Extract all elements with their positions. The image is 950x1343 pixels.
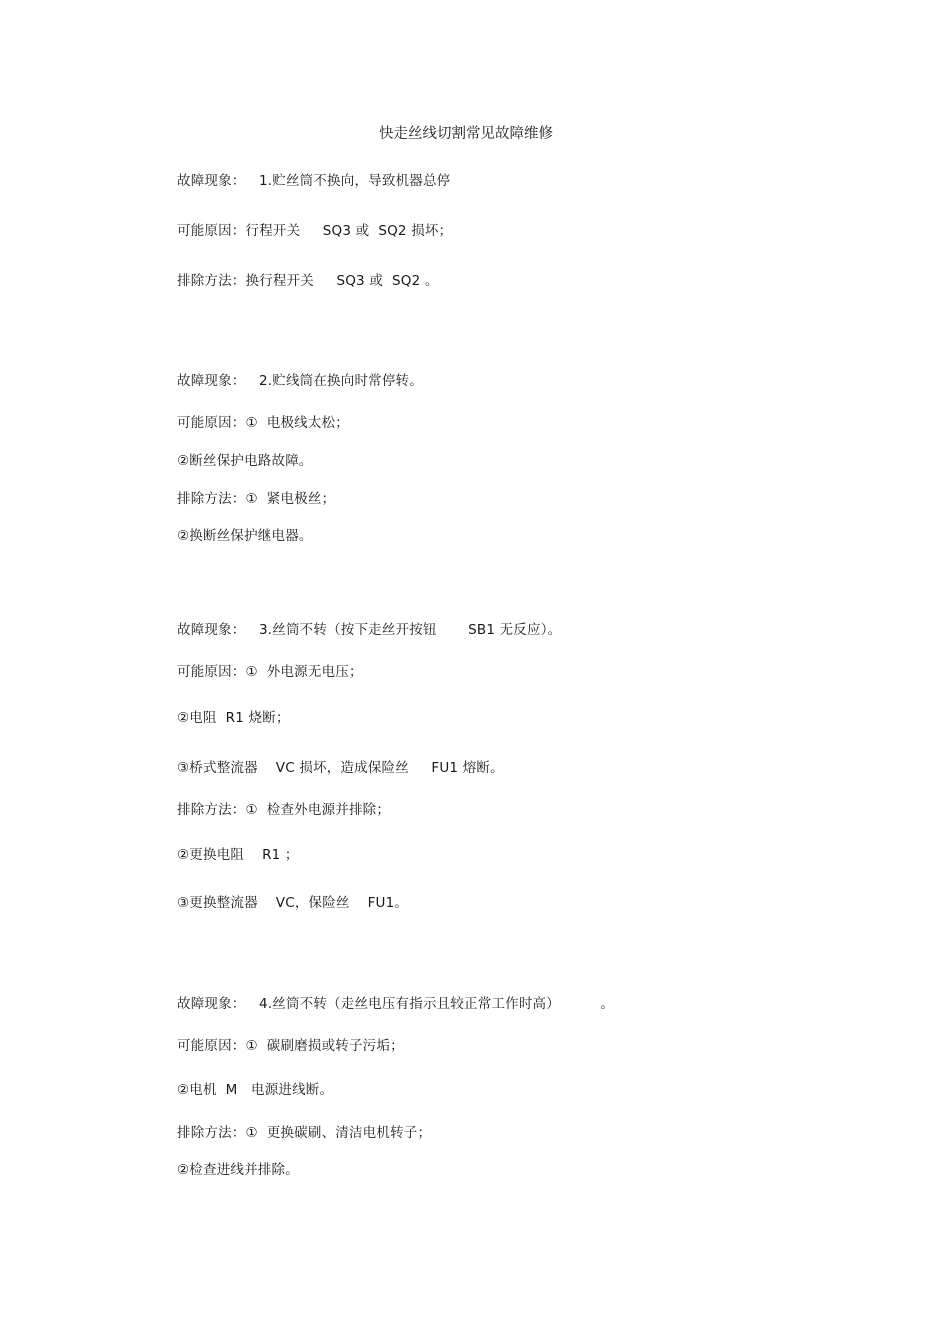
fault-2-remedy-2: ②换断丝保护继电器。 [177,528,313,544]
fault-2-symptom: 故障现象： 2.贮线筒在换向时常停转。 [177,373,423,389]
fault-3-symptom: 故障现象： 3.丝筒不转（按下走丝开按钮 SB1 无反应）。 [177,622,562,638]
fault-4-cause-2: ②电机 M 电源进线断。 [177,1082,334,1098]
fault-3-cause-1: 可能原因：① 外电源无电压； [177,664,363,680]
fault-3-remedy-2: ②更换电阻 R1 ； [177,847,299,863]
document-title: 快走丝线切割常见故障维修 [379,126,553,142]
fault-1-cause: 可能原因：行程开关 SQ3 或 SQ2 损坏； [177,223,453,239]
fault-4-cause-1: 可能原因：① 碳刷磨损或转子污垢； [177,1038,404,1054]
fault-1-remedy: 排除方法：换行程开关 SQ3 或 SQ2 。 [177,273,439,289]
fault-2-cause-1: 可能原因：① 电极线太松； [177,415,349,431]
fault-3-cause-2: ②电阻 R1 烧断； [177,710,290,726]
fault-4-symptom: 故障现象： 4.丝筒不转（走丝电压有指示且较正常工作时高） 。 [177,996,615,1012]
fault-4-remedy-1: 排除方法：① 更换碳刷、清洁电机转子； [177,1125,432,1141]
fault-3-remedy-3: ③更换整流器 VC，保险丝 FU1。 [177,895,409,911]
fault-3-remedy-1: 排除方法：① 检查外电源并排除； [177,802,391,818]
fault-1-symptom: 故障现象： 1.贮丝筒不换向，导致机器总停 [177,173,451,189]
fault-4-remedy-2: ②检查进线并排除。 [177,1162,299,1178]
fault-2-cause-2: ②断丝保护电路故障。 [177,453,313,469]
fault-3-cause-3: ③桥式整流器 VC 损坏，造成保险丝 FU1 熔断。 [177,760,504,776]
fault-2-remedy-1: 排除方法：① 紧电极丝； [177,491,336,507]
